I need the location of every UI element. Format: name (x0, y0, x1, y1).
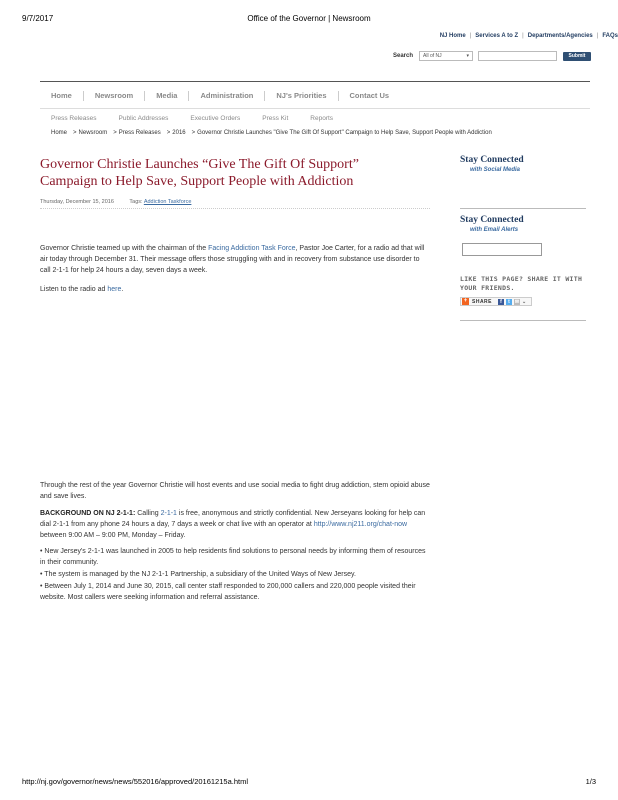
article-date: Thursday, December 15, 2016 (40, 199, 114, 205)
separator: | (596, 33, 599, 39)
print-page-number: 1/3 (585, 777, 596, 786)
divider (40, 108, 590, 109)
share-label: SHARE (472, 298, 493, 305)
utility-link-departments[interactable]: Departments/Agencies (527, 33, 593, 39)
facebook-icon[interactable]: f (498, 299, 504, 305)
nav-contact-us[interactable]: Contact Us (349, 91, 390, 100)
chevron-down-icon: ▾ (466, 53, 470, 59)
divider (460, 208, 586, 209)
nav-priorities[interactable]: NJ's Priorities (265, 91, 338, 101)
text: between 9:00 AM – 9:00 PM, Monday – Friday. (40, 532, 186, 539)
text: is free, anonymous and strictly confidential. New Jerseyans looking for help can dial 2-1-1 from any phone 24 hours a day, 7 days a week or chat live with an operator at (40, 510, 426, 528)
article-meta (40, 199, 191, 205)
twitter-icon[interactable]: t (506, 299, 512, 305)
article-paragraph: Through the rest of the year Governor Christie will host events and use social media to fight drug addiction, stem opioid abuse and save lives. (40, 482, 430, 500)
divider (460, 320, 586, 321)
text: Listen to the radio ad (40, 286, 108, 293)
facing-addiction-link[interactable]: Facing Addiction Task Force (208, 245, 296, 252)
subnav-press-releases[interactable]: Press Releases (51, 114, 97, 122)
search-bar (393, 50, 591, 62)
subnav-executive-orders[interactable]: Executive Orders (190, 114, 241, 122)
list-item: • New Jersey's 2-1-1 was launched in 2005 to help residents find solutions to personal needs by informing them of resources in their community. (40, 548, 426, 566)
search-input[interactable] (478, 51, 557, 61)
article-title (40, 156, 420, 190)
facts-list (40, 546, 430, 604)
article-paragraph (40, 284, 430, 295)
breadcrumb-year[interactable]: 2016 (172, 130, 186, 136)
breadcrumb (51, 130, 492, 136)
print-date: 9/7/2017 (22, 14, 54, 23)
social-media-link[interactable]: with Social Media (470, 167, 521, 173)
tags-label: Tags: (129, 199, 143, 205)
search-submit-button[interactable]: Submit (563, 52, 591, 61)
radio-ad-link[interactable]: here (107, 286, 122, 293)
utility-link-nj-home[interactable]: NJ Home (439, 33, 466, 39)
list-item: • The system is managed by the NJ 2-1-1 Partnership, a subsidiary of the United Ways of New Jersey. (40, 571, 356, 578)
share-button[interactable] (460, 297, 532, 306)
chevron-down-icon: ⌄ (522, 298, 527, 305)
article-title-line: Campaign to Help Save, Support People with Addiction (40, 174, 354, 189)
nav-media[interactable]: Media (145, 91, 189, 101)
chat-now-link[interactable]: http://www.nj211.org/chat-now (313, 521, 408, 528)
nav-newsroom[interactable]: Newsroom (84, 91, 145, 101)
text: , Pastor Joe Carter, for a radio ad that will air today through December 31. Their message offers those struggling with and in recovery from substance use disorder to call 2-1-1 for help 24 hours a day, seven days a week. (40, 245, 425, 274)
text: . (121, 286, 124, 293)
divider (40, 208, 430, 209)
email-alerts-link[interactable]: with Email Alerts (470, 227, 519, 233)
breadcrumb-separator: > (113, 130, 117, 136)
search-scope-select[interactable] (419, 51, 473, 61)
tag-link[interactable]: Addiction Taskforce (143, 199, 192, 205)
utility-nav (440, 33, 618, 39)
email-icon[interactable]: ✉ (514, 298, 520, 305)
search-label: Search (393, 53, 414, 59)
stay-connected-social-heading[interactable]: Stay Connected (460, 155, 524, 165)
email-field[interactable] (462, 243, 542, 256)
subnav-public-addresses[interactable]: Public Addresses (118, 114, 169, 122)
article-title-line: Governor Christie Launches “Give The Gift Of Support” (40, 157, 359, 172)
share-prompt: LIKE THIS PAGE? SHARE IT WITH YOUR FRIENDS. (460, 275, 583, 292)
breadcrumb-separator: > (73, 130, 77, 136)
separator: | (469, 33, 472, 39)
main-nav (40, 86, 590, 106)
breadcrumb-separator: > (191, 130, 196, 136)
separator: | (522, 33, 524, 39)
nav-administration[interactable]: Administration (189, 91, 265, 101)
subnav-reports[interactable]: Reports (310, 114, 334, 122)
background-heading: BACKGROUND ON NJ 2-1-1: (40, 510, 136, 517)
list-item: • Between July 1, 2014 and June 30, 2015, call center staff responded to 200,000 callers and 220,000 people visited their website. Most callers were seeking information and referral assistance. (40, 583, 416, 601)
search-scope-value: All of NJ (423, 53, 442, 59)
article-paragraph (40, 243, 430, 276)
breadcrumb-press-releases[interactable]: Press Releases (118, 130, 161, 136)
background-paragraph (40, 508, 430, 541)
nav-home[interactable]: Home (40, 91, 84, 101)
print-url: http://nj.gov/governor/news/news/552016/approved/20161215a.html (22, 777, 248, 786)
breadcrumb-current: Governor Christie Launches "Give The Gift Of Support" Campaign to Help Save, Support People with Addiction (197, 130, 492, 136)
utility-link-faqs[interactable]: FAQs (602, 33, 618, 39)
stay-connected-email-heading[interactable]: Stay Connected (460, 215, 524, 225)
text: Calling (135, 510, 161, 517)
breadcrumb-home[interactable]: Home (51, 130, 68, 136)
text: Governor Christie teamed up with the chairman of the (40, 245, 209, 252)
sub-nav (40, 112, 344, 124)
print-title: Office of the Governor | Newsroom (247, 14, 371, 23)
breadcrumb-newsroom[interactable]: Newsroom (78, 130, 108, 136)
plus-icon: + (463, 298, 468, 304)
breadcrumb-separator: > (166, 130, 171, 136)
divider (40, 81, 590, 82)
subnav-press-kit[interactable]: Press Kit (262, 114, 289, 122)
utility-link-services[interactable]: Services A to Z (475, 33, 519, 39)
link-211[interactable]: 2-1-1 (160, 510, 177, 517)
